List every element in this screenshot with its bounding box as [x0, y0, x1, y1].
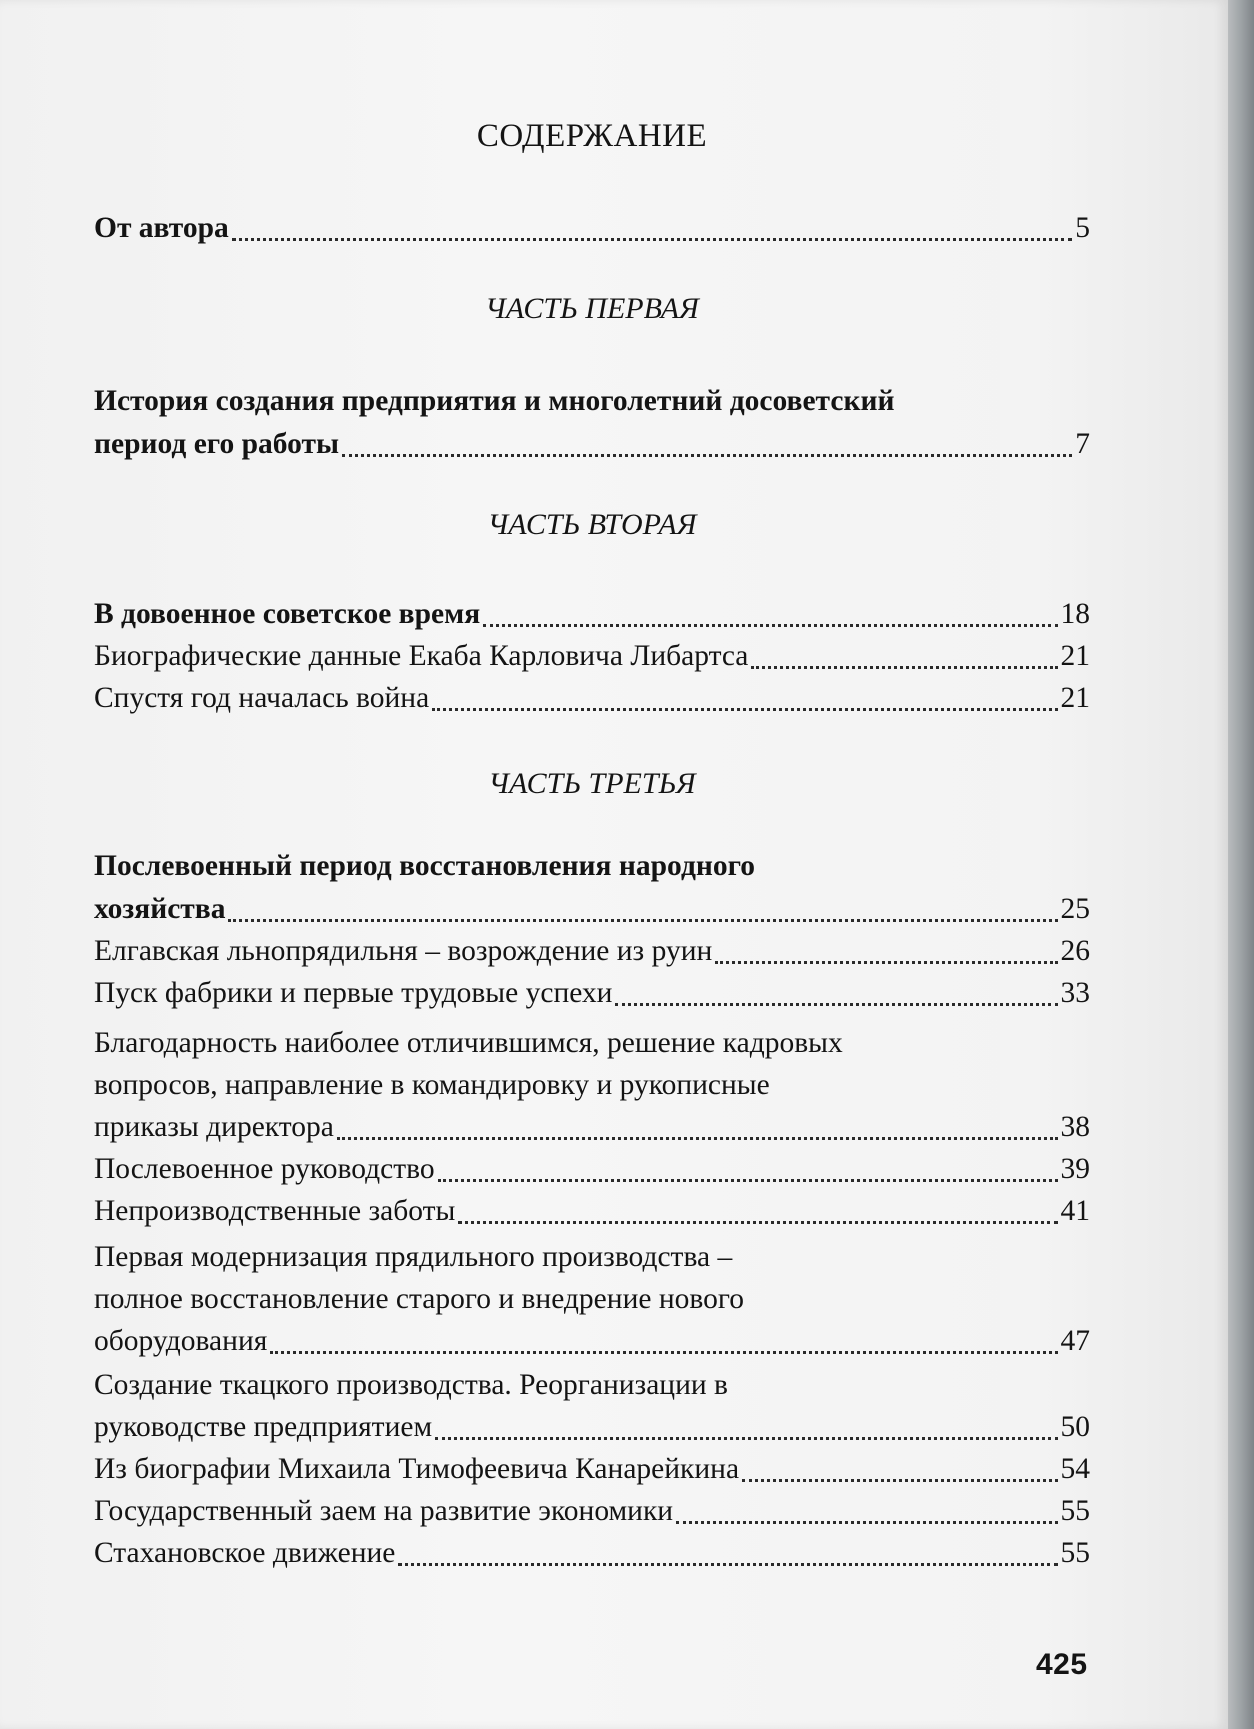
toc-entry-title: руководстве предприятием: [94, 1411, 433, 1443]
toc-entry-title: период его работы: [94, 428, 339, 460]
toc-entry-title: Спустя год началась война: [94, 682, 430, 714]
toc-entry: [94, 1325, 1090, 1365]
toc-entry-page: 50: [1060, 1411, 1090, 1443]
toc-entry-page: 39: [1060, 1153, 1090, 1185]
page-number: 425: [1036, 1648, 1088, 1681]
dot-leader: [676, 1520, 1057, 1524]
toc-entry: [94, 1453, 1090, 1493]
toc-entry: [94, 640, 1090, 680]
toc-entry-title: Пуск фабрики и первые трудовые успехи: [94, 977, 613, 1009]
dot-leader: [432, 707, 1057, 711]
toc-entry-title: Послевоенное руководство: [94, 1153, 435, 1185]
toc-entry: [94, 1411, 1090, 1451]
dot-leader: [742, 1478, 1057, 1482]
toc-entry-title: Непроизводственные заботы: [94, 1195, 456, 1227]
toc-entry-page: 18: [1060, 598, 1090, 630]
dot-leader: [438, 1178, 1058, 1182]
toc-entry-page: 38: [1060, 1111, 1090, 1143]
toc-entry: [94, 1153, 1090, 1193]
dot-leader: [232, 237, 1072, 241]
toc-entry-page: 25: [1060, 893, 1090, 925]
dot-leader: [615, 1002, 1057, 1006]
toc-entry-title: От автора: [94, 212, 229, 244]
toc-entry-title: приказы директора: [94, 1111, 334, 1143]
toc-section-line: Послевоенный период восстановления народного: [94, 850, 756, 882]
page-edge: [1228, 0, 1254, 1729]
toc-entry: [94, 1537, 1090, 1577]
toc-entry: [94, 598, 1090, 638]
toc-entry-page: 7: [1075, 428, 1090, 460]
page-title: СОДЕРЖАНИЕ: [476, 118, 708, 154]
toc-entry: [94, 1195, 1090, 1235]
toc-entry-title: В довоенное советское время: [94, 598, 481, 630]
toc-entry: [94, 682, 1090, 722]
toc-entry-page: 41: [1060, 1195, 1090, 1227]
toc-entry: [94, 1111, 1090, 1151]
toc-entry-title: Стахановское движение: [94, 1537, 396, 1569]
toc-entry-page: 26: [1060, 935, 1090, 967]
toc-section-part1: [94, 428, 1090, 468]
dot-leader: [337, 1136, 1058, 1140]
toc-entry: [94, 977, 1090, 1017]
toc-entry-line: полное восстановление старого и внедрение нового: [94, 1283, 744, 1315]
dot-leader: [715, 960, 1057, 964]
toc-entry-title: Государственный заем на развитие экономики: [94, 1495, 674, 1527]
toc-section-line: История создания предприятия и многолетний досоветский: [94, 385, 895, 417]
dot-leader: [270, 1350, 1057, 1354]
toc-entry-page: 55: [1060, 1537, 1090, 1569]
toc-entry-title: Из биографии Михаила Тимофеевича Канарейкина: [94, 1453, 740, 1485]
toc-entry: [94, 935, 1090, 975]
toc-entry-page: 5: [1075, 212, 1090, 244]
toc-entry-intro: [94, 212, 1090, 252]
dot-leader: [483, 623, 1057, 627]
toc-entry: [94, 1495, 1090, 1535]
toc-entry-page: 21: [1060, 682, 1090, 714]
toc-entry-page: 54: [1060, 1453, 1090, 1485]
toc-section-part3: [94, 893, 1090, 933]
part-heading-2: ЧАСТЬ ВТОРАЯ: [487, 508, 697, 541]
toc-entry-page: 21: [1060, 640, 1090, 672]
dot-leader: [228, 918, 1057, 922]
toc-entry-line: Создание ткацкого производства. Реорганизации в: [94, 1369, 728, 1401]
toc-entry-line: Благодарность наиболее отличившимся, решение кадровых: [94, 1027, 843, 1059]
part-heading-1: ЧАСТЬ ПЕРВАЯ: [485, 292, 699, 325]
toc-entry-title: Елгавская льнопрядильня – возрождение из руин: [94, 935, 713, 967]
dot-leader: [342, 453, 1072, 457]
dot-leader: [435, 1436, 1057, 1440]
toc-entry-page: 33: [1060, 977, 1090, 1009]
dot-leader: [751, 665, 1057, 669]
toc-entry-line: вопросов, направление в командировку и рукописные: [94, 1069, 770, 1101]
toc-entry-line: Первая модернизация прядильного производства –: [94, 1241, 733, 1273]
toc-entry-title: Биографические данные Екаба Карловича Либартса: [94, 640, 749, 672]
toc-entry-page: 55: [1060, 1495, 1090, 1527]
part-heading-3: ЧАСТЬ ТРЕТЬЯ: [488, 767, 696, 800]
toc-entry-title: хозяйства: [94, 893, 226, 925]
toc-entry-page: 47: [1060, 1325, 1090, 1357]
dot-leader: [458, 1220, 1057, 1224]
toc-entry-title: оборудования: [94, 1325, 268, 1357]
dot-leader: [398, 1562, 1057, 1566]
